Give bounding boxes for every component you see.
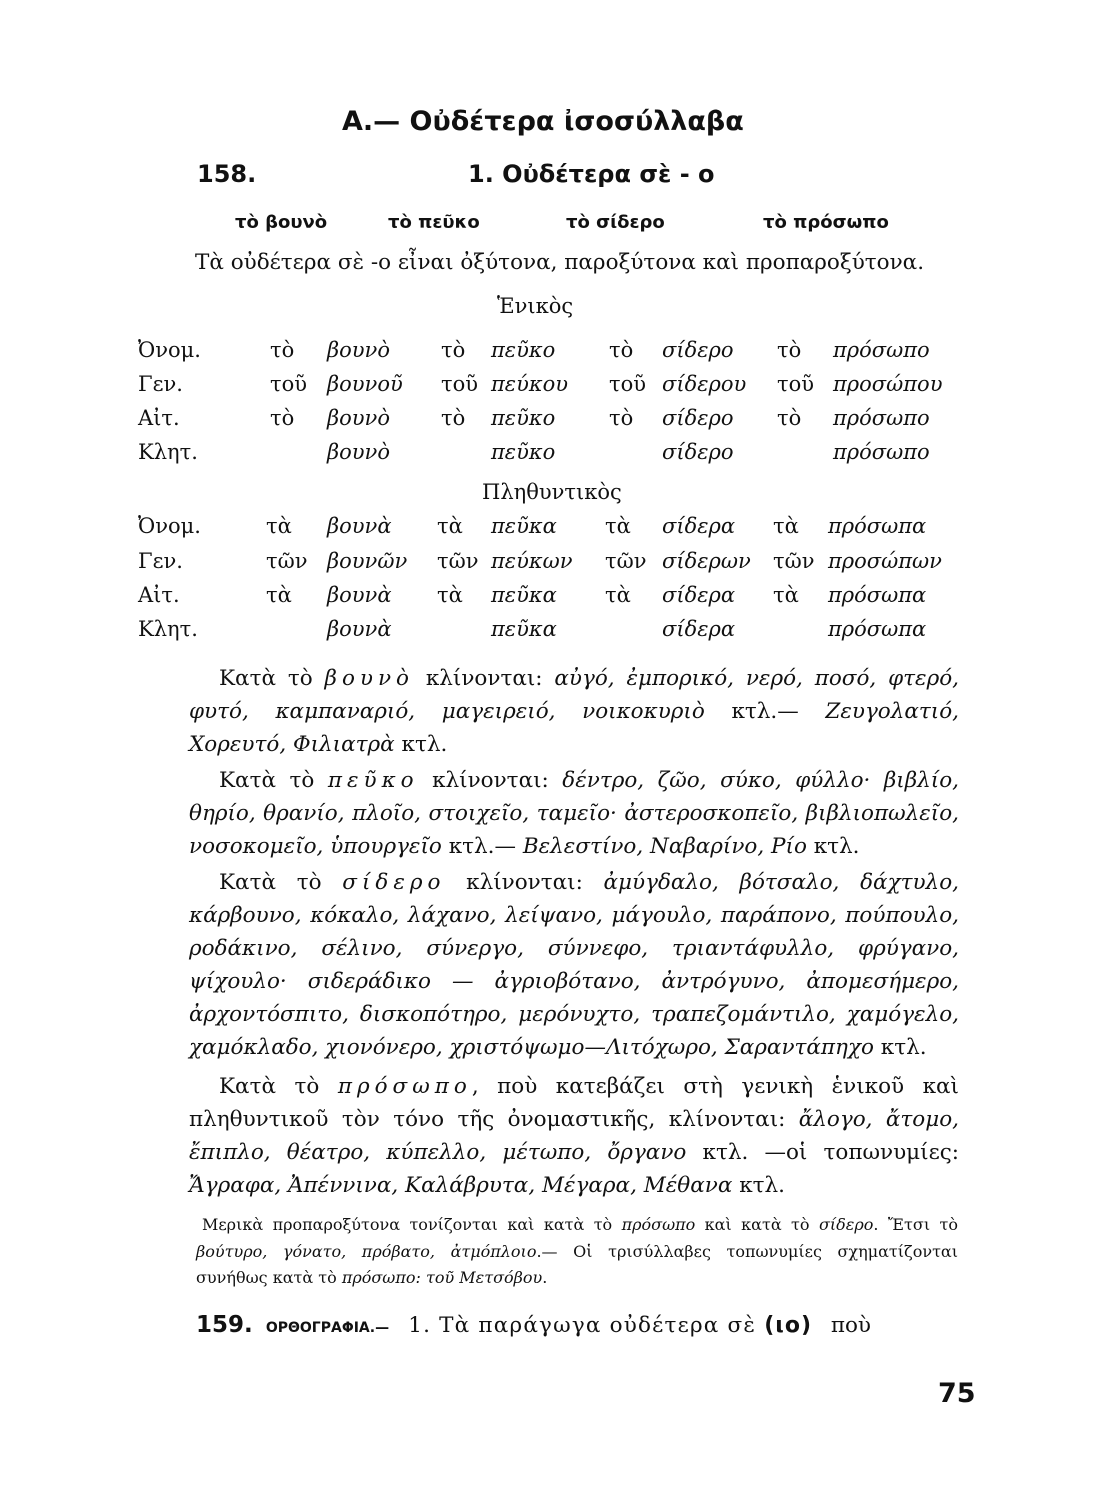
noun-form: πεῦκο [491,440,556,464]
case-label: Κλητ. [138,440,198,464]
article: τὸ [441,406,466,430]
para-connector: κλίνονται: [414,666,555,691]
example-word: τὸ πεῦκο [388,212,480,233]
model-word: σίδερο [342,870,446,895]
article: τοῦ [777,372,815,396]
noun-form: πεύκων [491,549,573,573]
noun-form: βουνὸ [327,440,390,464]
paragraph [189,662,959,761]
note-text: . [542,1268,548,1287]
noun-form: βουνὰ [327,514,392,538]
article: τὰ [605,583,631,607]
article: τὸ [609,406,634,430]
noun-form: σίδερα [662,583,736,607]
case-label: Κλητ. [138,617,198,641]
case-label: Γεν. [138,372,183,396]
case-label: Γεν. [138,549,183,573]
place-names: Βελεστίνο, Ναβαρίνο, Ρίο [522,834,807,859]
article: τοῦ [441,372,479,396]
note-text: .— Οἱ τρισύλλαβες τοπωνυμίες σχηματίζονται συνήθως κατὰ τὸ [196,1241,959,1287]
noun-form: πεῦκο [491,338,556,362]
noun-form: βουνὰ [327,617,392,641]
article: τῶν [605,549,647,573]
noun-form: πρόσωπα [828,583,927,607]
singular-heading: Ἑνικὸς [497,294,574,318]
place-names: Ζευγολατιό, Χορευτό, Φιλιατρὰ [189,699,959,757]
noun-form: πρόσωπα [828,617,927,641]
case-label: Αἰτ. [138,583,180,607]
section-159-highlight: (ιο) [764,1313,812,1338]
para-prefix: Κατὰ τὸ [219,768,328,793]
noun-form: βουνῶν [327,549,408,573]
noun-form: πεῦκα [491,583,557,607]
etc-text: κτλ. [806,834,860,859]
noun-form: προσώπων [828,549,942,573]
note-text: . Ἔτσι τὸ [873,1215,959,1234]
noun-form: σίδερα [662,617,736,641]
noun-form: βουνὰ [327,583,392,607]
noun-form: πεύκου [491,372,569,396]
note-text: Μερικὰ προπαροξύτονα τονίζονται καὶ κατὰ τὸ [202,1215,622,1234]
article: τὰ [437,514,463,538]
article: τῶν [437,549,479,573]
section-159-number: 159. [196,1312,253,1338]
case-label: Αἰτ. [138,406,180,430]
noun-form: πρόσωπο [833,406,930,430]
etc-text: κτλ. [394,732,448,757]
article: τὸ [777,406,802,430]
model-word: βουνὸ [324,666,415,691]
example-word: τὸ πρόσωπο [763,212,889,233]
article: τοῦ [270,372,308,396]
note-italic: πρόσωπο: τοῦ Μετσόβου [341,1268,543,1287]
article: τῶν [266,549,308,573]
noun-form: σίδερο [662,338,734,362]
noun-form: βουνὸ [327,338,390,362]
noun-form: βουνὸ [327,406,390,430]
noun-form: πεῦκα [491,514,557,538]
para-prefix: Κατὰ τὸ [219,870,343,895]
article: τὸ [609,338,634,362]
word-list: αὐγό, ἐμπορικό, νερό, ποσό, φτερό, φυτό, καμπαναριό, μαγειρειό, νοικοκυριὸ [189,666,959,724]
para-prefix: Κατὰ τὸ [219,1074,338,1099]
noun-form: βουνοῦ [327,372,403,396]
case-label: Ὀνομ. [138,338,201,362]
noun-form: σίδερο [662,406,734,430]
para-prefix: Κατὰ τὸ [219,666,325,691]
subsection-title: 1. Οὐδέτερα σὲ - ο [468,160,715,188]
article: τὸ [270,338,295,362]
paragraph [189,764,959,863]
model-word: πρόσωπο [337,1074,472,1099]
article: τὰ [773,514,799,538]
article: τοῦ [609,372,647,396]
noun-form: πεῦκο [491,406,556,430]
footnote [196,1212,958,1292]
noun-form: σίδερο [662,440,734,464]
article: τὸ [270,406,295,430]
note-italic: σίδερο [818,1215,874,1234]
paragraph [189,866,959,1064]
place-names: Ἄγραφα, Ἀπέννινα, Καλάβρυτα, Μέγαρα, Μέθανα [189,1173,733,1198]
plural-heading: Πληθυντικὸς [482,480,622,504]
noun-form: προσώπου [833,372,943,396]
noun-form: πεῦκα [491,617,557,641]
noun-form: πρόσωπο [833,440,930,464]
noun-form: σίδερων [662,549,751,573]
article: τὰ [266,583,292,607]
etc-text: κτλ.— [441,834,523,859]
article: τὸ [441,338,466,362]
article: τὸ [777,338,802,362]
etc-text: κτλ. [873,1035,927,1060]
section-159-text: 1. Τὰ παράγωγα οὐδέτερα σὲ [408,1313,765,1338]
noun-form: πρόσωπα [828,514,927,538]
article: τὰ [266,514,292,538]
article: τῶν [773,549,815,573]
para-connector: κλίνονται: [445,870,604,895]
section-159-text-end: ποὺ [824,1313,871,1338]
note-italic: πρόσωπο [621,1215,696,1234]
article: τὰ [773,583,799,607]
section-number: 158. [197,160,257,188]
example-word: τὸ σίδερο [566,212,665,233]
word-list: ἀμύγδαλο, βότσαλο, δάχτυλο, κάρβουνο, κόκαλο, λάχανο, λείψανο, μάγουλο, παράπονο, πούπουλο, ροδάκινο, σέλινο, σύνεργο, σύννεφο, τριαντάφυλλο, φρύγανο, ψίχουλο· σιδεράδικο — ἀγριοβότανο, ἀντρόγυνο, ἀπομεσήμερο, ἀρχοντόσπιτο, δισκοπότηρο, μερόνυχτο, τραπεζομάντιλο, χαμόγελο, χαμόκλαδο, χιονόνερο, χριστόψωμο—Λιτόχωρο, Σαραντάπηχο [189,870,959,1060]
note-text: καὶ κατὰ τὸ [695,1215,819,1234]
note-italic: βούτυρο, γόνατο, πρόβατο, ἀτμόπλοιο [196,1241,537,1261]
para-connector: κλίνονται: [418,768,563,793]
paragraph [189,1070,959,1202]
article: τὰ [605,514,631,538]
noun-form: σίδερου [662,372,747,396]
noun-form: σίδερα [662,514,736,538]
para-connector: , ποὺ κατεβάζει στὴ γενικὴ ἑνικοῦ καὶ πληθυντικοῦ τὸν τόνο τῆς ὀνομαστικῆς, κλίνονται: [189,1074,959,1132]
model-word: πεῦκο [327,768,419,793]
section-title: Α.— Οὐδέτερα ἰσοσύλλαβα [342,106,744,137]
section-159-heading: ΟΡΘΟΓΡΑΦΙΑ.— [265,1320,390,1336]
article: τὰ [437,583,463,607]
etc-text: κτλ.— [704,699,826,724]
etc-text: κτλ. [732,1173,785,1198]
case-label: Ὀνομ. [138,514,201,538]
section-159 [196,1312,871,1338]
intro-sentence: Τὰ οὐδέτερα σὲ -ο εἶναι ὀξύτονα, παροξύτονα καὶ προπαροξύτονα. [195,250,925,275]
example-word: τὸ βουνὸ [235,212,328,233]
etc-text: κτλ. —οἱ τοπωνυμίες: [686,1140,959,1165]
noun-form: πρόσωπο [833,338,930,362]
word-list: ἄλογο, ἄτομο, ἔπιπλο, θέατρο, κύπελλο, μέτωπο, ὄργανο [189,1107,959,1165]
word-list: δέντρο, ζῶο, σύκο, φύλλο· βιβλίο, θηρίο, θρανίο, πλοῖο, στοιχεῖο, ταμεῖο· ἀστεροσκοπεῖο, βιβλιοπωλεῖο, νοσοκομεῖο, ὑπουργεῖο [189,768,959,859]
page-number: 75 [938,1378,976,1409]
